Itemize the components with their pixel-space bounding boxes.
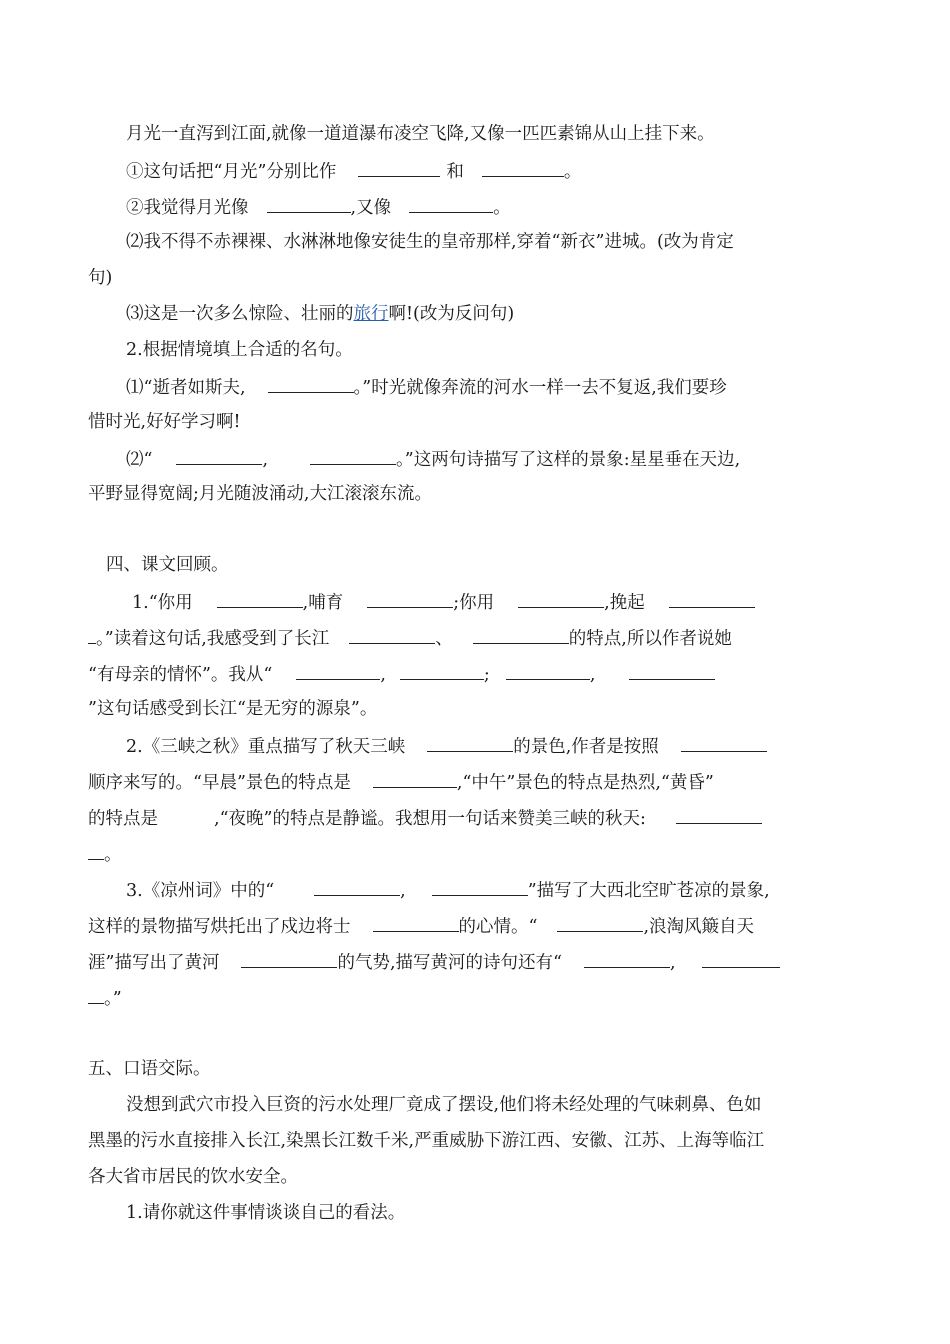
text-line: 2.《三峡之秋》重点描写了秋天三峡 的景色,作者是按照 [126, 733, 767, 759]
text-line: 平野显得宽阔;月光随波涌动,大江滚滚东流。 [88, 484, 432, 504]
text-line: 顺序来写的。“早晨”景色的特点是 ,“中午”景色的特点是热烈,“黄昏” [88, 769, 714, 795]
fill-blank[interactable] [310, 446, 396, 465]
fill-blank[interactable] [669, 589, 755, 608]
fill-blank[interactable] [349, 625, 435, 644]
fill-blank[interactable] [676, 805, 762, 824]
text-line: 。”读着这句话,我感受到了长江 、 的特点,所以作者说她 [88, 625, 732, 651]
text-line: 黑墨的污水直接排入长江,染黑长江数千米,严重威胁下游江西、安徽、江苏、上海等临江 [88, 1131, 765, 1151]
fill-blank[interactable] [584, 949, 670, 968]
fill-blank[interactable] [373, 769, 457, 788]
fill-blank[interactable] [409, 194, 493, 213]
text-line: ”这句话感受到长江“是无穷的源泉”。 [88, 699, 378, 719]
text-line: ①这句话把“月光”分别比作 和 。 [126, 158, 581, 184]
fill-blank[interactable] [557, 913, 643, 932]
text-line: 2.根据情境填上合适的名句。 [126, 340, 353, 360]
text-line: 句) [88, 268, 113, 288]
fill-blank[interactable] [432, 877, 528, 896]
fill-blank[interactable] [518, 589, 604, 608]
text-line: ⑵我不得不赤裸裸、水淋淋地像安徒生的皇帝那样,穿着“新衣”进城。(改为肯定 [126, 232, 734, 252]
fill-blank[interactable] [267, 194, 351, 213]
text-line: 这样的景物描写烘托出了戍边将士 的心情。“ ,浪淘风簸自天 [88, 913, 754, 939]
fill-blank[interactable] [217, 589, 303, 608]
fill-blank[interactable] [176, 446, 262, 465]
text-line: 的特点是 ,“夜晚”的特点是静谧。我想用一句话来赞美三峡的秋天: [88, 805, 762, 831]
text-line: 。” [88, 985, 122, 1011]
fill-blank[interactable] [241, 949, 337, 968]
fill-blank[interactable] [473, 625, 569, 644]
fill-blank[interactable] [367, 589, 453, 608]
fill-blank[interactable] [358, 158, 440, 177]
fill-blank[interactable] [268, 374, 354, 393]
fill-blank[interactable] [482, 158, 564, 177]
text-line: 各大省市居民的饮水安全。 [88, 1167, 298, 1187]
fill-blank[interactable] [427, 733, 513, 752]
text-line: 1.“你用 ,哺育 ;你用 ,挽起 [132, 589, 755, 615]
travel-link[interactable]: 旅行 [353, 304, 389, 324]
text-line: ②我觉得月光像 ,又像 。 [126, 194, 511, 220]
fill-blank[interactable] [702, 949, 780, 968]
fill-blank[interactable] [296, 661, 380, 680]
text-line: ⑵“ , 。”这两句诗描写了这样的景象:星星垂在天边, [126, 446, 740, 472]
text-line: 1.请你就这件事情谈谈自己的看法。 [126, 1203, 406, 1223]
section-heading: 五、口语交际。 [88, 1059, 211, 1079]
text-line: ⑶这是一次多么惊险、壮丽的旅行啊!(改为反问句) [126, 304, 515, 324]
text-line: 惜时光,好好学习啊! [88, 412, 241, 432]
text-line: ⑴“逝者如斯夫, 。”时光就像奔流的河水一样一去不复返,我们要珍 [126, 374, 727, 400]
fill-blank[interactable] [314, 877, 400, 896]
fill-blank[interactable] [629, 661, 715, 680]
text-line: 月光一直泻到江面,就像一道道瀑布凌空飞降,又像一匹匹素锦从山上挂下来。 [126, 124, 715, 144]
fill-blank[interactable] [88, 625, 96, 644]
text-line: 没想到武穴市投入巨资的污水处理厂竟成了摆设,他们将未经处理的气味刺鼻、色如 [126, 1095, 762, 1115]
fill-blank[interactable] [681, 733, 767, 752]
text-line: 涯”描写出了黄河 的气势,描写黄河的诗句还有“ , [88, 949, 780, 975]
section-heading: 四、课文回顾。 [106, 555, 229, 575]
fill-blank[interactable] [506, 661, 590, 680]
fill-blank[interactable] [373, 913, 459, 932]
fill-blank[interactable] [88, 841, 104, 860]
fill-blank[interactable] [88, 985, 104, 1004]
fill-blank[interactable] [400, 661, 484, 680]
text-line: “有母亲的情怀”。我从“ , ; , [88, 661, 715, 687]
text-line: 。 [88, 841, 122, 867]
text-line: 3.《凉州词》中的“ , ”描写了大西北空旷苍凉的景象, [126, 877, 770, 903]
